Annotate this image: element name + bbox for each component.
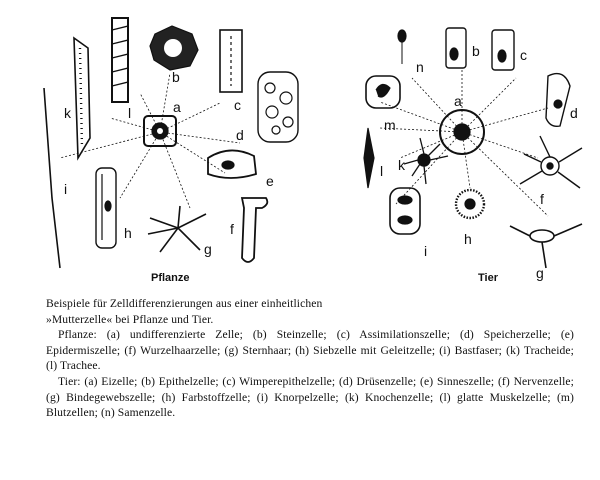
plant-label-f: f (230, 221, 234, 237)
plant-label-h: h (124, 225, 132, 241)
animal-label-k: k (398, 157, 405, 173)
animal-panel-title: Tier (478, 272, 498, 284)
plant-label-l: l (128, 105, 132, 121)
animal-label-b: b (472, 43, 480, 59)
plant-panel-title: Pflanze (151, 272, 190, 284)
animal-label-l: l (380, 163, 384, 179)
figure (30, 8, 590, 290)
animal-label-g: g (536, 265, 544, 281)
animal-label-a: a (454, 93, 462, 109)
caption-line-1: Beispiele für Zelldifferenzierungen aus einer einheitlichen (46, 297, 323, 310)
animal-label-h: h (464, 231, 472, 247)
plant-label-k: k (64, 105, 71, 121)
animal-label-m: m (384, 117, 396, 133)
plant-label-b: b (172, 69, 180, 85)
plant-label-a: a (173, 99, 181, 115)
animal-panel (320, 8, 590, 290)
animal-cells-drawing (320, 8, 590, 290)
animal-label-n: n (416, 59, 424, 75)
plant-label-i: i (64, 181, 68, 197)
animal-label-d: d (570, 105, 578, 121)
caption-plant-text: Pflanze: (a) undifferenzierte Zelle; (b) Steinzelle; (c) Assimilationszelle; (d) Speicherzelle; (e) Epidermiszelle; (f) Wurzelhaarzelle; (g) Sternhaar; (h) Siebzelle mit Geleitzelle; (i) Bastfaser; (k) Tracheide; (l) Trachee. (46, 328, 574, 373)
plant-label-c: c (234, 97, 241, 113)
animal-label-c: c (520, 47, 527, 63)
caption-line-2: »Mutterzelle« bei Pflanze und Tier. (46, 312, 214, 326)
caption-animal-text: Tier: (a) Eizelle; (b) Epithelzelle; (c) Wimperepithelzelle; (d) Drüsenzelle; (e) Sinneszelle; (f) Nervenzelle; (g) Bindegewebszelle; (h) Farbstoffzelle; (i) Knorpelzelle; (k) Knochenzelle; (l) glatte Muskelzelle; (m) Blutzellen; (n) Samenzelle. (46, 374, 574, 420)
figure-caption (46, 296, 574, 421)
plant-label-g: g (204, 241, 212, 257)
plant-label-e: e (266, 173, 274, 189)
plant-label-d: d (236, 127, 244, 143)
plant-cells-drawing (30, 8, 300, 290)
plant-panel (30, 8, 300, 290)
animal-label-i: i (424, 243, 428, 259)
animal-label-f: f (540, 191, 544, 207)
